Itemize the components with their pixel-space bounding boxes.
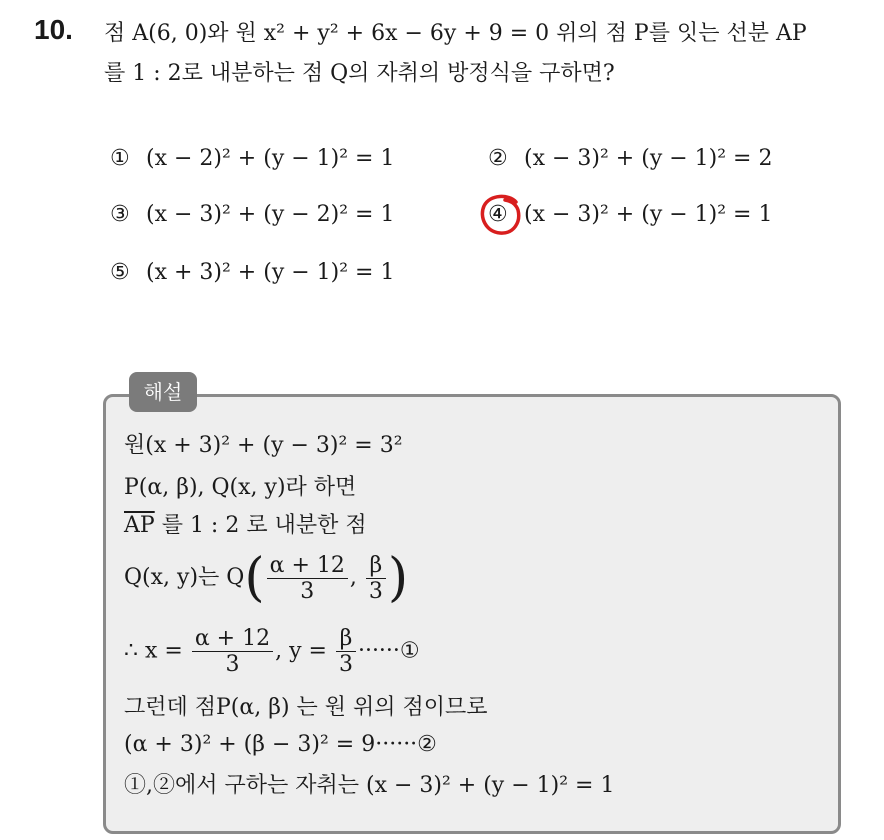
- question-text-line-1: 점 A(6, 0)와 원 x² + y² + 6x − 6y + 9 = 0 위의 점 P를 잇는 선분 AP: [104, 21, 807, 46]
- fraction-alpha: [267, 553, 348, 604]
- choice-2-number: ②: [488, 146, 508, 171]
- comma: ,: [349, 565, 364, 590]
- fraction-y: [336, 626, 356, 677]
- solution-line-1: 원(x + 3)² + (y − 3)² = 3²: [124, 433, 403, 458]
- solution-tag: 해설: [129, 372, 197, 412]
- fraction-numerator: β: [336, 626, 356, 652]
- segment-ap: $\overline{AP}$: [124, 513, 155, 538]
- fraction-numerator: β: [366, 553, 386, 579]
- solution-line-6: 그런데 점P(α, β) 는 원 위의 점이므로: [124, 695, 488, 720]
- solution-line-3: [124, 508, 367, 539]
- fraction-denominator: 3: [300, 578, 315, 604]
- question-number: 10.: [34, 14, 73, 45]
- solution-line-5: [124, 626, 420, 677]
- choice-5[interactable]: [110, 260, 394, 285]
- solution-line-4-prefix: Q(x, y)는 Q: [124, 565, 245, 590]
- choice-1[interactable]: [110, 146, 394, 171]
- solution-line-8: ①,②에서 구하는 자취는 (x − 3)² + (y − 1)² = 1: [124, 773, 615, 798]
- choice-4[interactable]: [488, 202, 772, 227]
- choice-3[interactable]: [110, 202, 394, 227]
- fraction-denominator: 3: [368, 578, 383, 604]
- solution-line-5-suffix: ······①: [357, 638, 420, 664]
- left-paren: (: [244, 548, 265, 608]
- fraction-x: [192, 626, 273, 677]
- choice-3-number: ③: [110, 202, 130, 227]
- fraction-denominator: 3: [225, 652, 240, 677]
- fraction-beta: [366, 553, 386, 604]
- fraction-denominator: 3: [338, 652, 353, 677]
- choice-1-number: ①: [110, 146, 130, 171]
- choice-4-text: (x − 3)² + (y − 1)² = 1: [524, 202, 773, 227]
- choice-5-number: ⑤: [110, 260, 130, 285]
- question-text-line-2: 를 1 : 2로 내분하는 점 Q의 자취의 방정식을 구하면?: [104, 61, 615, 86]
- fraction-numerator: α + 12: [267, 553, 348, 579]
- solution-line-5-prefix: ∴ x =: [124, 638, 183, 664]
- answer-circle-mark: [478, 192, 524, 238]
- choice-3-text: (x − 3)² + (y − 2)² = 1: [146, 202, 395, 227]
- solution-line-5-mid: , y =: [275, 638, 327, 664]
- solution-line-4: [124, 548, 408, 608]
- choice-2-text: (x − 3)² + (y − 1)² = 2: [524, 146, 773, 171]
- solution-line-3-rest: 를 1 : 2 로 내분한 점: [154, 513, 367, 538]
- choice-4-number: ④: [488, 202, 508, 227]
- choice-5-text: (x + 3)² + (y − 1)² = 1: [146, 260, 395, 285]
- choice-2[interactable]: [488, 146, 772, 171]
- solution-line-7: (α + 3)² + (β − 3)² = 9······②: [124, 732, 437, 757]
- choice-1-text: (x − 2)² + (y − 1)² = 1: [146, 146, 395, 171]
- fraction-numerator: α + 12: [192, 626, 273, 652]
- right-paren: ): [387, 548, 409, 608]
- solution-line-2: P(α, β), Q(x, y)라 하면: [124, 475, 357, 500]
